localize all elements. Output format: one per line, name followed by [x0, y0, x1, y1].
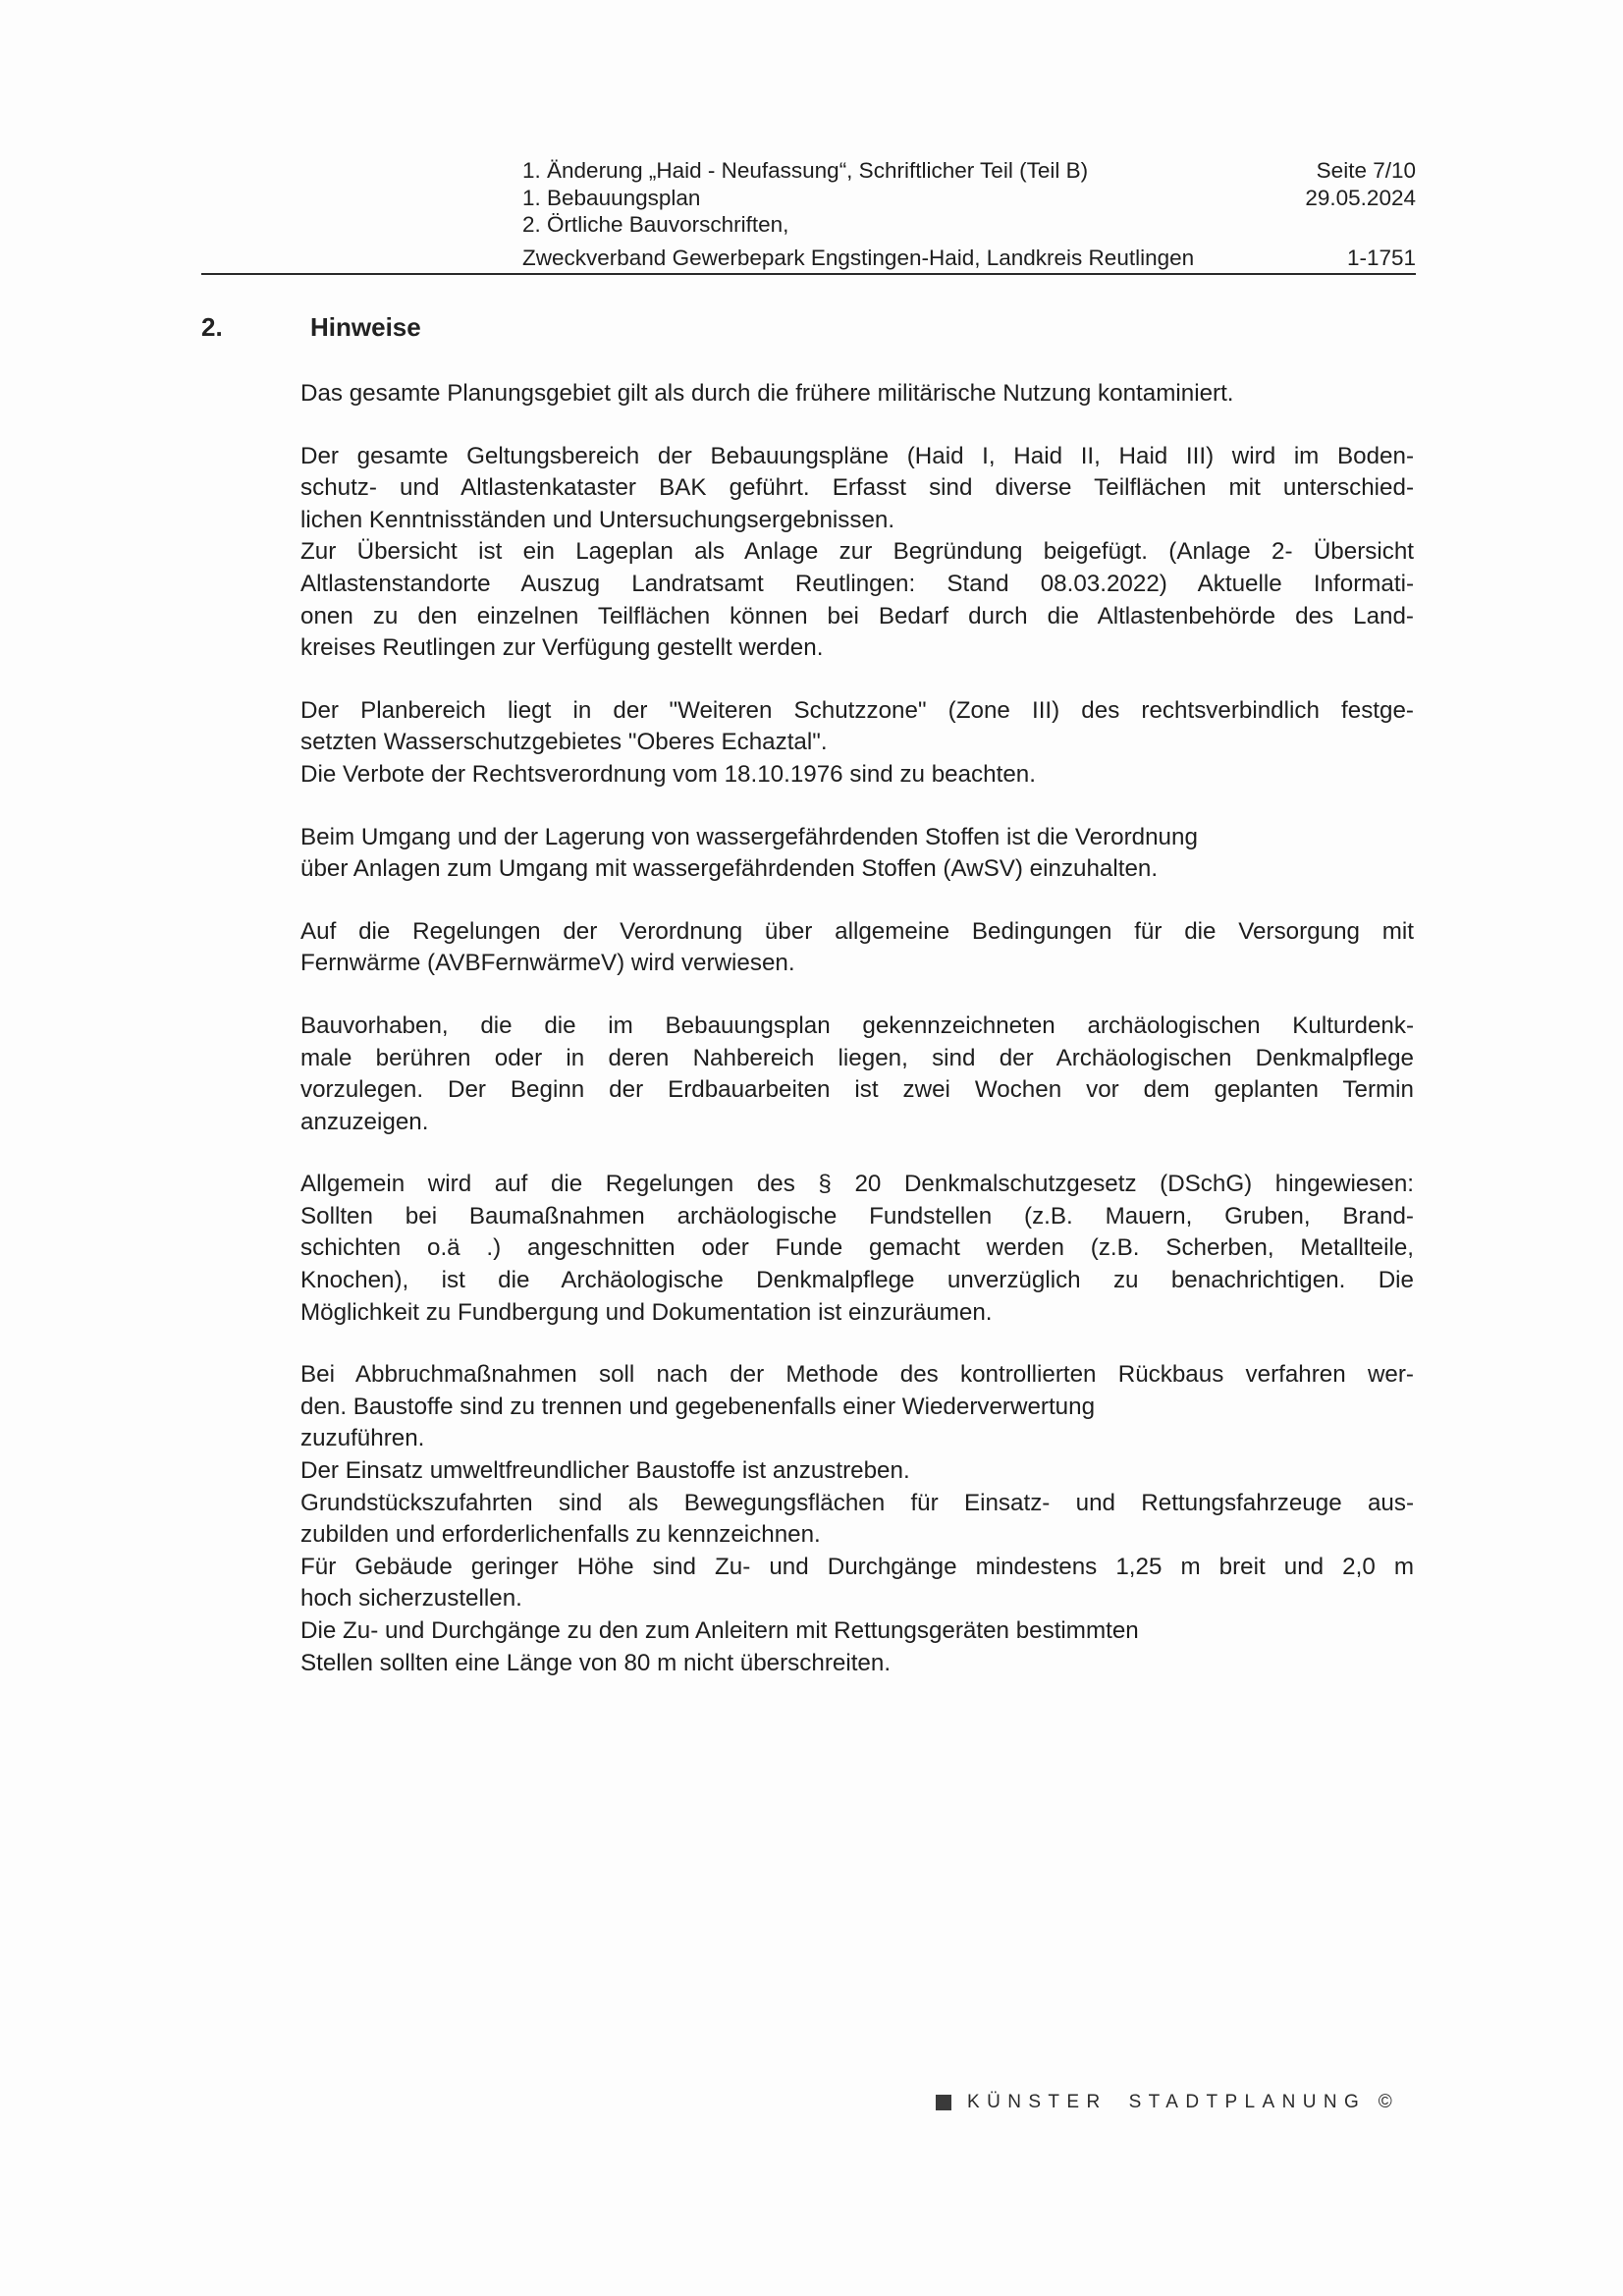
project-number: 1-1751	[1346, 245, 1416, 270]
header-document-title: 1. Änderung „Haid - Neufassung“, Schriftlicher Teil (Teil B)	[522, 158, 1089, 183]
page-number: Seite 7/10	[1316, 158, 1416, 183]
section-title: Hinweise	[310, 312, 421, 342]
text-line: Fernwärme (AVBFernwärmeV) wird verwiesen.	[300, 950, 795, 977]
header-subtitle-2: 2. Örtliche Bauvorschriften,	[522, 212, 789, 237]
text-line: Grundstückszufahrten sind als Bewegungsflächen für Einsatz- und Rettungsfahrzeuge aus-	[300, 1489, 1414, 1516]
text-line: Altlastenstandorte Auszug Landratsamt Reutlingen: Stand 08.03.2022) Aktuelle Informati-	[300, 570, 1414, 597]
footer-brand-first: KÜNSTER	[967, 2092, 1108, 2112]
page-header	[522, 157, 1416, 271]
text-line: Beim Umgang und der Lagerung von wassergefährdenden Stoffen ist die Verordnung	[300, 823, 1198, 850]
text-line: Der Einsatz umweltfreundlicher Baustoffe ist anzustreben.	[300, 1457, 910, 1485]
paragraph-monument-protection-law	[300, 1169, 1414, 1329]
section-heading	[201, 312, 421, 343]
text-line: Bei Abbruchmaßnahmen soll nach der Methode des kontrollierten Rückbaus verfahren wer-	[300, 1361, 1414, 1389]
paragraph-hazardous-substances	[300, 822, 1414, 886]
page-footer	[936, 2092, 1399, 2113]
text-line: den. Baustoffe sind zu trennen und gegebenenfalls einer Wiederverwertung	[300, 1393, 1096, 1420]
text-line: Sollten bei Baumaßnahmen archäologische Fundstellen (z.B. Mauern, Gruben, Brand-	[300, 1202, 1414, 1230]
section-body	[300, 378, 1414, 1710]
text-line: Das gesamte Planungsgebiet gilt als durch die frühere militärische Nutzung kontaminiert.	[300, 380, 1234, 407]
text-line: hoch sicherzustellen.	[300, 1585, 522, 1613]
paragraph-demolition-and-access	[300, 1359, 1414, 1679]
paragraph-water-protection	[300, 695, 1414, 792]
text-line: Der Planbereich liegt in der "Weiteren Schutzzone" (Zone III) des rechtsverbindlich festge-	[300, 696, 1414, 724]
text-line: lichen Kenntnisständen und Untersuchungsergebnissen.	[300, 506, 895, 533]
text-line: Bauvorhaben, die die im Bebauungsplan gekennzeichneten archäologischen Kulturdenk-	[300, 1011, 1414, 1039]
text-line: vorzulegen. Der Beginn der Erdbauarbeiten ist zwei Wochen vor dem geplanten Termin	[300, 1076, 1414, 1104]
paragraph-district-heating	[300, 916, 1414, 980]
text-line: Zur Übersicht ist ein Lageplan als Anlage zur Begründung beigefügt. (Anlage 2- Übersicht	[300, 538, 1414, 566]
text-line: Auf die Regelungen der Verordnung über allgemeine Bedingungen für die Versorgung mit	[300, 917, 1414, 945]
paragraph-archaeological-monuments	[300, 1011, 1414, 1138]
text-line: über Anlagen zum Umgang mit wassergefährdenden Stoffen (AwSV) einzuhalten.	[300, 855, 1159, 883]
text-line: male berühren oder in deren Nahbereich liegen, sind der Archäologischen Denkmalpflege	[300, 1044, 1414, 1071]
text-line: anzuzeigen.	[300, 1108, 429, 1135]
text-line: zubilden und erforderlichenfalls zu kennzeichnen.	[300, 1521, 821, 1549]
text-line: Stellen sollten eine Länge von 80 m nicht überschreiten.	[300, 1649, 892, 1676]
text-line: Möglichkeit zu Fundbergung und Dokumentation ist einzuräumen.	[300, 1298, 993, 1326]
paragraph-soil-register	[300, 441, 1414, 665]
text-line: Die Verbote der Rechtsverordnung vom 18.10.1976 sind zu beachten.	[300, 760, 1036, 788]
header-organization: Zweckverband Gewerbepark Engstingen-Haid, Landkreis Reutlingen	[522, 245, 1195, 270]
paragraph-contamination	[300, 378, 1414, 410]
text-line: zuzuführen.	[300, 1425, 425, 1452]
header-divider	[201, 273, 1416, 275]
document-date: 29.05.2024	[1305, 185, 1416, 210]
section-number: 2.	[201, 312, 223, 342]
text-line: kreises Reutlingen zur Verfügung gestellt werden.	[300, 634, 824, 662]
text-line: Die Zu- und Durchgänge zu den zum Anleitern mit Rettungsgeräten bestimmten	[300, 1617, 1139, 1644]
text-line: Für Gebäude geringer Höhe sind Zu- und Durchgänge mindestens 1,25 m breit und 2,0 m	[300, 1553, 1414, 1580]
text-line: schichten o.ä .) angeschnitten oder Funde gemacht werden (z.B. Scherben, Metallteile,	[300, 1234, 1414, 1262]
header-row-2	[522, 185, 1416, 212]
header-row-1	[522, 157, 1416, 185]
header-subtitle-1: 1. Bebauungsplan	[522, 185, 701, 210]
text-line: onen zu den einzelnen Teilflächen können bei Bedarf durch die Altlastenbehörde des Land-	[300, 602, 1414, 629]
footer-brand-second: STADTPLANUNG ©	[1128, 2092, 1400, 2112]
text-line: Allgemein wird auf die Regelungen des § 20 Denkmalschutzgesetz (DSchG) hingewiesen:	[300, 1171, 1414, 1198]
text-line: schutz- und Altlastenkataster BAK geführt. Erfasst sind diverse Teilflächen mit unterschied-	[300, 474, 1414, 502]
text-line: Knochen), ist die Archäologische Denkmalpflege unverzüglich zu benachrichtigen. Die	[300, 1267, 1414, 1294]
header-row-3	[522, 211, 1416, 239]
text-line: Der gesamte Geltungsbereich der Bebauungspläne (Haid I, Haid II, Haid III) wird im Boden-	[300, 442, 1414, 469]
text-line: setzten Wasserschutzgebietes "Oberes Echaztal".	[300, 729, 828, 756]
header-row-4	[522, 245, 1416, 272]
square-logo-icon	[936, 2095, 951, 2110]
